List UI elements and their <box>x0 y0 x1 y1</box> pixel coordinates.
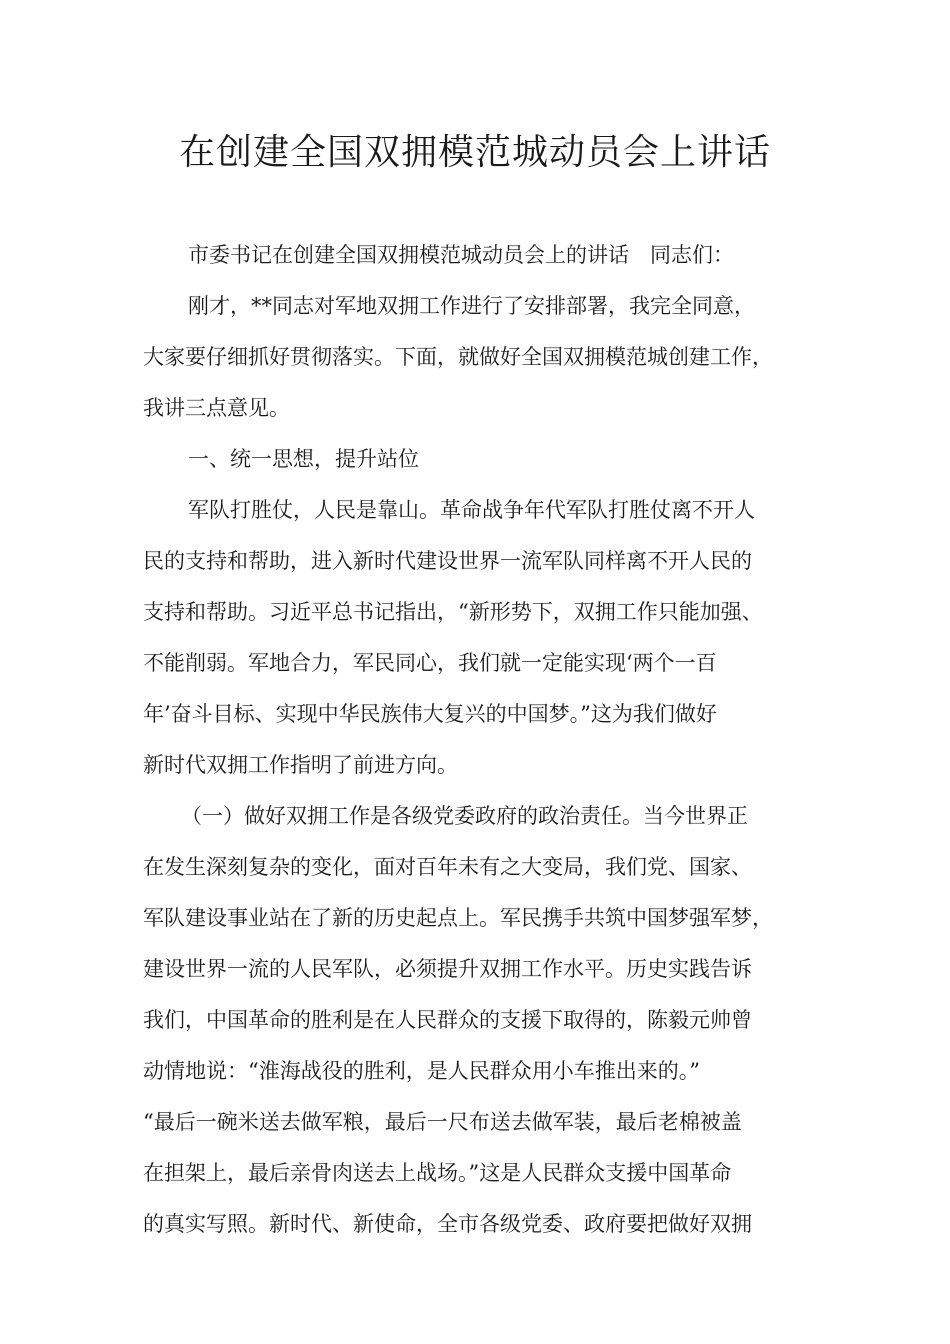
paragraph-line: 支持和帮助。习近平总书记指出，“新形势下，双拥工作只能加强、 <box>143 600 763 624</box>
paragraph-line: 新时代双拥工作指明了前进方向。 <box>143 753 458 777</box>
paragraph-line: 大家要仔细抓好贯彻落实。下面，就做好全国双拥模范城创建工作， <box>143 345 773 369</box>
paragraph-line: 我讲三点意见。 <box>143 396 290 420</box>
paragraph-line: 我们，中国革命的胜利是在人民群众的支援下取得的，陈毅元帅曾 <box>143 1008 752 1032</box>
paragraph-line: “最后一碗米送去做军粮，最后一尺布送去做军装，最后老棉被盖 <box>143 1110 742 1134</box>
paragraph-line: 民的支持和帮助，进入新时代建设世界一流军队同样离不开人民的 <box>143 549 752 573</box>
paragraph-line: 的真实写照。新时代、新使命，全市各级党委、政府要把做好双拥 <box>143 1212 752 1236</box>
document-body <box>143 230 811 1250</box>
paragraph-line: 市委书记在创建全国双拥模范城动员会上的讲话 同志们： <box>188 243 734 267</box>
paragraph-line: 在担架上，最后亲骨肉送去上战场。”这是人民群众支援中国革命 <box>143 1161 732 1185</box>
document-title: 在创建全国双拥模范城动员会上讲话 <box>178 132 771 173</box>
paragraph-line: 在发生深刻复杂的变化，面对百年未有之大变局，我们党、国家、 <box>143 855 752 879</box>
paragraph-line: 建设世界一流的人民军队，必须提升双拥工作水平。历史实践告诉 <box>143 957 752 981</box>
paragraph-line: 不能削弱。军地合力，军民同心，我们就一定能实现‘两个一百 <box>143 651 717 675</box>
section-heading: 一、统一思想，提升站位 <box>188 447 419 471</box>
paragraph-line: 年’奋斗目标、实现中华民族伟大复兴的中国梦。”这为我们做好 <box>143 702 717 726</box>
paragraph-line: 刚才，**同志对军地双拥工作进行了安排部署，我完全同意， <box>188 294 755 318</box>
paragraph-line: 军队建设事业站在了新的历史起点上。军民携手共筑中国梦强军梦， <box>143 906 773 930</box>
subsection-line: （一）做好双拥工作是各级党委政府的政治责任。当今世界正 <box>181 804 748 828</box>
paragraph-line: 动情地说：“淮海战役的胜利，是人民群众用小车推出来的。” <box>143 1059 700 1083</box>
paragraph-line: 军队打胜仗，人民是靠山。革命战争年代军队打胜仗离不开人 <box>188 498 755 522</box>
